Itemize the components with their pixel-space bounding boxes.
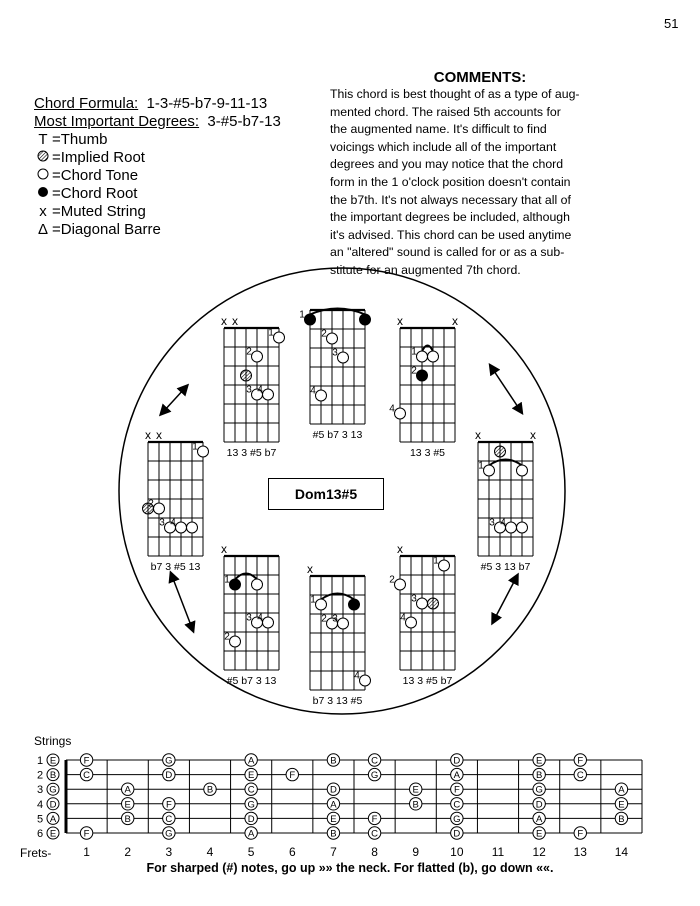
chord-formula-value: 1-3-#5-b7-9-11-13 — [146, 95, 268, 112]
finger-dot — [417, 598, 428, 609]
string-number: 5 — [36, 813, 44, 826]
muted-string-mark: x — [475, 428, 481, 442]
finger-dot — [305, 314, 316, 325]
fret-number: 1 — [83, 845, 90, 859]
chord-diagram — [299, 309, 370, 442]
fret-note-name: A — [453, 770, 461, 782]
fret-note-name: B — [535, 770, 543, 782]
string-number: 1 — [36, 755, 44, 767]
open-string-name: D — [49, 799, 57, 811]
finger-dot — [263, 617, 274, 628]
degree-labels: 13 3 #5 b7 — [402, 675, 453, 687]
finger-dot — [263, 389, 274, 400]
fret-note-name: C — [371, 755, 379, 767]
fret-note-name: F — [165, 799, 172, 811]
finger-number: 1 — [224, 574, 230, 586]
fret-note-name: B — [124, 813, 131, 825]
degree-labels: #5 3 13 b7 — [480, 561, 531, 573]
finger-dot — [395, 408, 406, 419]
finger-number: 4 — [310, 385, 316, 397]
muted-string-mark: x — [530, 428, 536, 442]
comments-line: an "altered" sound is called for or as a sub- — [330, 245, 565, 260]
comments-line: the b7th. It's not always necessary that all of — [330, 192, 571, 207]
comments-line: This chord is best thought of as a type of aug- — [330, 87, 580, 101]
fret-note-name: C — [453, 799, 461, 811]
fret-note-name: E — [535, 755, 543, 767]
finger-dot — [187, 522, 198, 533]
fret-note-name: B — [330, 755, 337, 767]
fretboard — [37, 754, 642, 859]
finger-number: 2 — [321, 328, 327, 340]
degree-labels: b7 3 13 #5 — [312, 695, 363, 707]
chord-diagram — [475, 428, 536, 573]
finger-dot — [241, 370, 252, 381]
finger-number: 2 — [148, 498, 154, 510]
fret-note-name: F — [83, 828, 90, 840]
finger-dot — [316, 390, 327, 401]
fret-note-name: F — [83, 755, 90, 767]
finger-number: 3 — [411, 593, 417, 605]
muted-string-mark: x — [221, 314, 227, 328]
string-number: 2 — [36, 769, 44, 782]
fret-note-name: G — [453, 813, 461, 825]
finger-number: 2 — [224, 631, 230, 643]
arrow-upper-right — [492, 368, 520, 410]
fret-note-name: D — [453, 828, 461, 840]
legend-text-barre: =Diagonal Barre — [52, 221, 161, 238]
fret-note-name: B — [330, 828, 337, 840]
open-string-name: E — [49, 755, 57, 767]
muted-string-mark: x — [156, 428, 162, 442]
fret-number: 7 — [330, 845, 337, 859]
finger-number: 1 — [192, 441, 198, 453]
finger-dot — [517, 465, 528, 476]
finger-number: 4 — [389, 403, 395, 415]
degree-labels: #5 b7 3 13 — [226, 675, 277, 687]
fret-number: 8 — [371, 845, 378, 859]
important-degrees-label: Most Important Degrees: — [34, 113, 200, 130]
string-number: 4 — [36, 798, 44, 811]
muted-string-mark: x — [307, 562, 313, 576]
fret-note-name: D — [165, 770, 173, 782]
degree-labels: b7 3 #5 13 — [150, 561, 201, 573]
muted-string-mark: x — [397, 542, 403, 556]
fret-note-name: A — [618, 784, 625, 796]
open-string-name: B — [49, 770, 57, 782]
fret-note-name: E — [124, 799, 131, 811]
finger-dot — [230, 579, 241, 590]
finger-dot — [360, 314, 371, 325]
finger-number: 1 — [310, 594, 316, 606]
strings-label: Strings — [34, 734, 72, 748]
finger-number: 1 — [433, 555, 439, 567]
barre-arc — [489, 460, 522, 466]
legend-text-muted: =Muted String — [52, 203, 146, 220]
page-number: 51 — [664, 16, 679, 31]
finger-number: 4 — [257, 612, 263, 624]
degree-labels: 13 3 #5 — [409, 447, 446, 459]
finger-number: 2 — [246, 346, 252, 358]
finger-number: 1 — [478, 460, 484, 472]
finger-number: 1 — [299, 309, 305, 321]
footer-note: For sharped (#) notes, go up »» the neck. For flatted (b), go down ««. — [146, 861, 554, 875]
muted-string-mark: x — [452, 314, 458, 328]
finger-number: 4 — [257, 384, 263, 396]
fret-note-name: D — [247, 813, 255, 825]
delta-symbol: Δ — [37, 221, 49, 238]
finger-dot — [360, 675, 371, 686]
fret-note-name: D — [329, 784, 337, 796]
chord-diagram — [221, 314, 285, 459]
arrow-lower-left — [172, 576, 192, 628]
fret-note-name: A — [330, 799, 337, 811]
finger-dot — [154, 503, 165, 514]
fret-number: 5 — [247, 845, 255, 859]
muted-string-mark: x — [145, 428, 151, 442]
fret-note-name: E — [618, 799, 625, 811]
muted-string-mark: x — [232, 314, 238, 328]
open-string-name: G — [49, 784, 57, 796]
legend-text-chord-tone: =Chord Tone — [52, 167, 139, 184]
finger-number: 3 — [159, 517, 165, 529]
finger-dot — [428, 351, 439, 362]
finger-dot — [417, 351, 428, 362]
comments-line: the important degrees be included, although — [330, 210, 570, 225]
muted-symbol: x — [39, 203, 47, 220]
chord-formula-label: Chord Formula: — [34, 95, 139, 112]
fret-note-name: B — [618, 813, 625, 825]
fret-note-name: A — [124, 784, 131, 796]
thumb-symbol: T — [38, 131, 48, 148]
finger-number: 4 — [170, 517, 176, 529]
open-string-name: A — [49, 813, 57, 825]
finger-dot — [338, 618, 349, 629]
fret-number: 4 — [206, 845, 214, 859]
finger-dot — [349, 599, 360, 610]
string-number: 6 — [36, 828, 44, 840]
fret-note-name: F — [371, 813, 378, 825]
arrow-lower-right — [494, 578, 516, 620]
finger-number: 2 — [411, 365, 417, 377]
fret-note-name: A — [535, 813, 543, 825]
finger-number: 4 — [500, 517, 506, 529]
fret-note-name: G — [535, 784, 543, 796]
fret-note-name: D — [453, 755, 461, 767]
fret-note-name: C — [371, 828, 379, 840]
barre-arc — [321, 594, 354, 600]
fret-note-name: G — [247, 799, 255, 811]
finger-dot — [274, 332, 285, 343]
comments-line: voicings which include all of the important — [330, 139, 557, 154]
fret-note-name: F — [453, 784, 460, 796]
fret-note-name: C — [165, 813, 173, 825]
finger-dot — [495, 446, 506, 457]
comments-line: degrees and you may notice that the chord — [330, 157, 564, 172]
fret-note-name: G — [370, 770, 379, 782]
finger-dot — [428, 598, 439, 609]
fret-note-name: E — [330, 813, 337, 825]
fret-number: 13 — [573, 845, 587, 859]
finger-dot — [517, 522, 528, 533]
fret-note-name: D — [535, 799, 543, 811]
chord-diagram — [143, 428, 209, 573]
finger-number: 1 — [411, 346, 417, 358]
fret-number: 14 — [614, 845, 629, 859]
fret-note-name: F — [577, 755, 584, 767]
fret-note-name: E — [535, 828, 543, 840]
finger-number: 3 — [246, 612, 252, 624]
fret-number: 11 — [491, 845, 505, 859]
finger-number: 3 — [489, 517, 495, 529]
chord-diagram — [307, 562, 371, 707]
fret-note-name: G — [165, 755, 173, 767]
finger-dot — [316, 599, 327, 610]
fret-note-name: A — [247, 755, 255, 767]
comments-line: the augmented name. It's difficult to find — [330, 122, 547, 137]
muted-string-mark: x — [397, 314, 403, 328]
chord-diagram — [389, 314, 458, 459]
comments-line: mented chord. The raised 5th accounts for — [330, 104, 561, 119]
finger-dot — [484, 465, 495, 476]
chord-diagram — [221, 542, 279, 687]
fret-note-name: C — [83, 770, 91, 782]
finger-number: 4 — [354, 670, 360, 682]
fret-note-name: F — [289, 770, 296, 782]
finger-dot — [506, 522, 517, 533]
arrow-upper-left — [163, 388, 185, 412]
fret-number: 3 — [165, 845, 173, 859]
chord-diagram — [389, 542, 455, 687]
finger-dot — [176, 522, 187, 533]
finger-dot — [252, 351, 263, 362]
finger-number: 2 — [389, 574, 395, 586]
finger-number: 1 — [268, 327, 274, 339]
comments-line: form in the 1 o'clock position doesn't contain — [330, 174, 571, 189]
frets-label: Frets- — [20, 846, 52, 860]
chord-name-box: Dom13#5 — [268, 478, 384, 510]
comments-heading: COMMENTS: — [433, 69, 527, 86]
legend-text-thumb: =Thumb — [52, 131, 108, 148]
finger-dot — [338, 352, 349, 363]
legend-text-implied-root: =Implied Root — [52, 149, 145, 166]
open-string-name: E — [49, 828, 57, 840]
fret-number: 9 — [412, 845, 420, 859]
fret-note-name: C — [576, 770, 584, 782]
degree-labels: 13 3 #5 b7 — [226, 447, 277, 459]
important-degrees-value: 3-#5-b7-13 — [207, 113, 281, 130]
fret-note-name: B — [206, 784, 214, 796]
finger-number: 3 — [246, 384, 252, 396]
fret-note-name: E — [412, 784, 419, 796]
comments-line: stitute for an augmented 7th chord. — [330, 262, 521, 277]
comments-line: it's advised. This chord can be used anytime — [330, 227, 572, 242]
finger-dot — [230, 636, 241, 647]
legend-text-chord-root: =Chord Root — [52, 185, 138, 202]
muted-string-mark: x — [221, 542, 227, 556]
finger-number: 3 — [332, 613, 338, 625]
fret-note-name: A — [247, 828, 255, 840]
fret-number: 6 — [288, 845, 296, 859]
degree-labels: #5 b7 3 13 — [312, 429, 363, 441]
finger-dot — [327, 333, 338, 344]
finger-number: 3 — [332, 347, 338, 359]
finger-number: 4 — [400, 612, 406, 624]
finger-dot — [395, 579, 406, 590]
finger-dot — [406, 617, 417, 628]
fret-note-name: E — [247, 770, 255, 782]
fret-note-name: F — [577, 828, 584, 840]
fret-number: 10 — [450, 845, 464, 859]
fret-note-name: B — [412, 799, 419, 811]
finger-number: 2 — [321, 613, 327, 625]
finger-dot — [417, 370, 428, 381]
fret-number: 12 — [532, 845, 546, 859]
fret-note-name: G — [165, 828, 173, 840]
finger-dot — [252, 579, 263, 590]
fret-note-name: C — [247, 784, 255, 796]
finger-dot — [439, 560, 450, 571]
fret-number: 2 — [124, 845, 132, 859]
finger-dot — [198, 446, 209, 457]
string-number: 3 — [36, 784, 44, 797]
barre-arc — [422, 346, 433, 352]
